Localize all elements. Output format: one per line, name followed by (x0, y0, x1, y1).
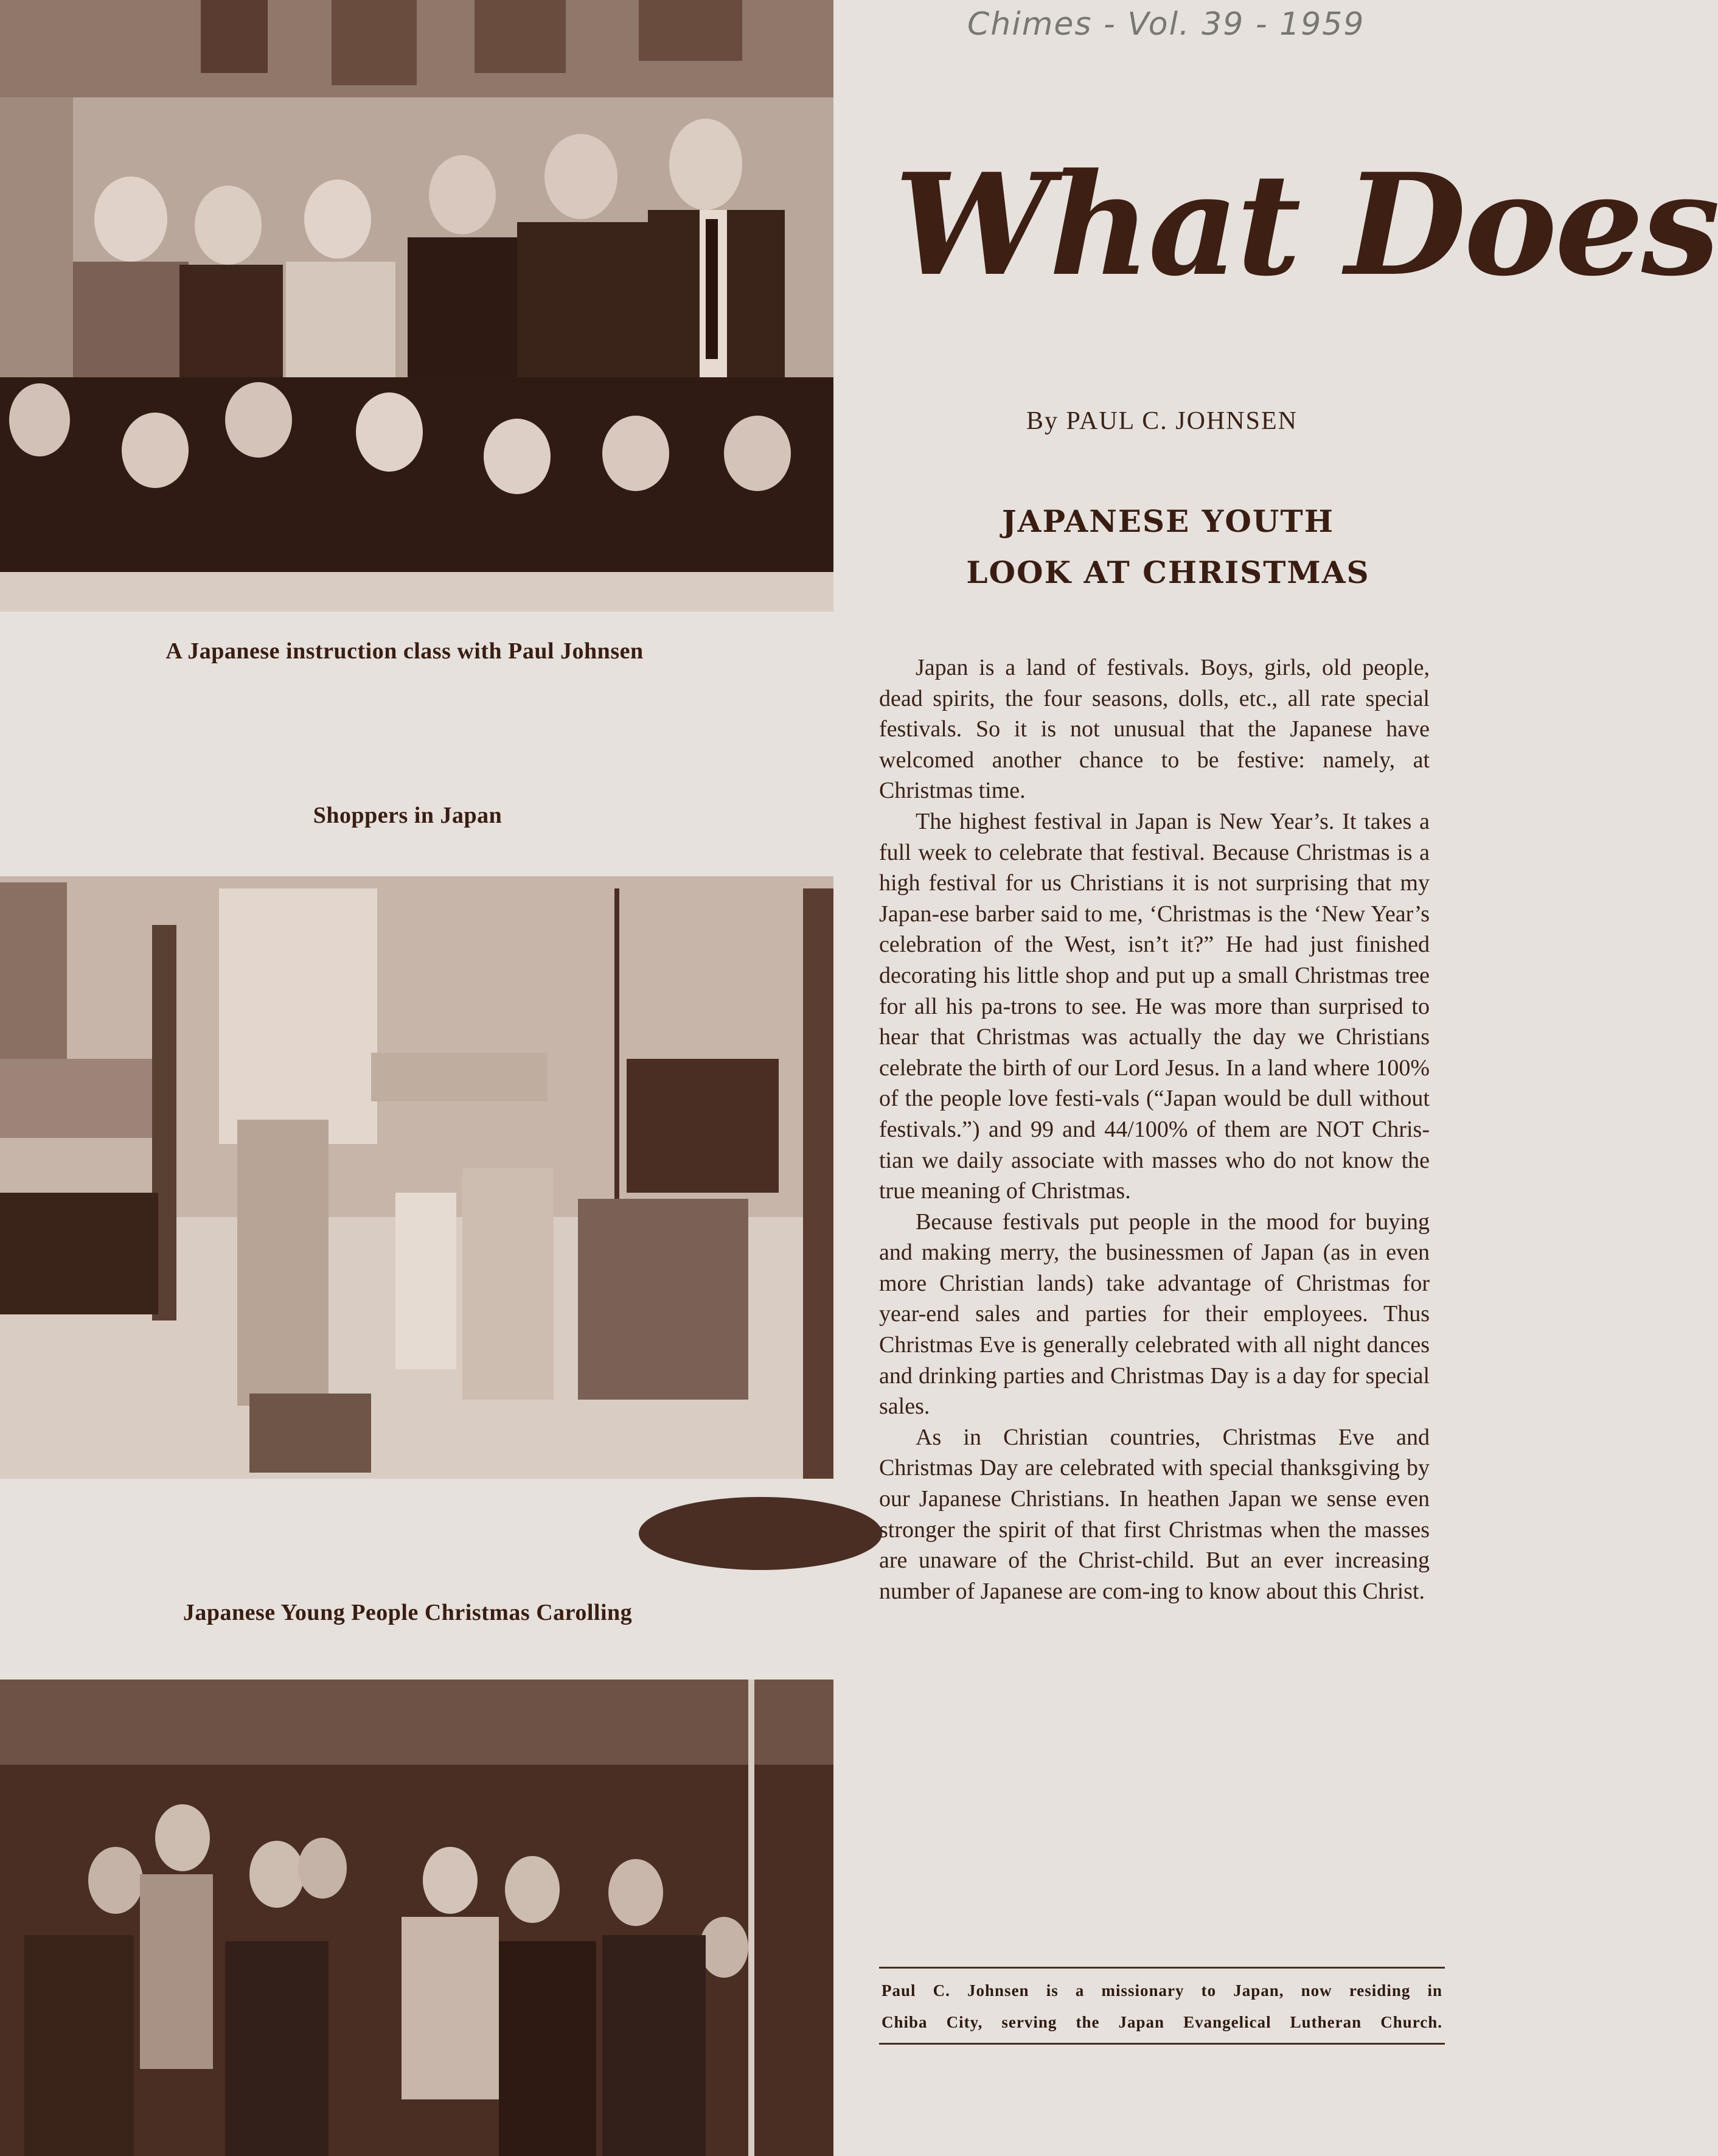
caption-shoppers: Shoppers in Japan (313, 803, 503, 828)
author-note-text (879, 1969, 1445, 2043)
handwritten-annotation: Chimes - Vol. 39 - 1959 (967, 6, 1365, 43)
article-paragraph: The highest festival in Japan is New Year’s. It takes a full week to celebrate that festival. Because Christmas is a high festival for us Christians it is not surprising that my Japan-ese barber said to me, ‘Christmas is the ‘New Year’s celebration of the West, isn’t it?” He had just finished decorating his little shop and put up a small Christmas tree for all his pa-trons to see. He was more than surprised to hear that Christmas was actually the day we Christians celebrate the birth of our Lord Jesus. In a land where 100% of the people love festi-vals (“Japan would be dull without festivals.”) and 99 and 44/100% of them are NOT Chris-tian we daily associate with masses who do not know the true meaning of Christmas. (879, 808, 1430, 1204)
photo-instruction-class (0, 0, 833, 612)
caption-carolling: Japanese Young People Christmas Carolling (183, 1600, 633, 1625)
photo-shoppers-image (0, 876, 833, 1479)
article-title (894, 143, 1718, 329)
article-paragraph: Because festivals put people in the mood for buying and making merry, the businessmen of Japan (as in even more Christian lands) take advantage of Christmas for year-end sales and parties for their employees. Thus Christmas Eve is generally celebrated with all night dances and drinking parties and Christmas Day is a day for special sales. (879, 1209, 1430, 1420)
article-body (879, 652, 1430, 1607)
headline (876, 496, 1460, 598)
article-title-text: What Does (894, 143, 1718, 307)
photo-shoppers (0, 876, 833, 1479)
headline-line-1: JAPANESE YOUTH (1002, 503, 1334, 539)
photo-instruction-class-image (0, 0, 833, 612)
author-note-line-2: Chiba City, serving the Japan Evangelical Lutheran Church. (882, 2013, 1442, 2031)
headline-line-2: LOOK AT CHRISTMAS (966, 554, 1370, 590)
photo-carolling (0, 1680, 833, 2156)
article-paragraph: Japan is a land of festivals. Boys, girls, old people, dead spirits, the four seasons, dolls, etc., all rate special festivals. So it is not unusual that the Japanese have welcomed another chance to be festive: namely, at Christmas time. (879, 655, 1430, 804)
caption-instruction-class: A Japanese instruction class with Paul Johnsen (165, 638, 644, 664)
photo-carolling-image (0, 1680, 833, 2156)
author-note (879, 1967, 1445, 2045)
author-note-line-1: Paul C. Johnsen is a missionary to Japan, now residing in (882, 1981, 1442, 2000)
byline: By PAUL C. JOHNSEN (1026, 407, 1298, 435)
article-paragraph: As in Christian countries, Christmas Eve and Christmas Day are celebrated with special thanksgiving by our Japanese Christians. In heathen Japan we sense even stronger the spirit of that first Christmas when the masses are unaware of the Christ-child. But an ever increasing number of Japanese are com-ing to know about this Christ. (879, 1424, 1430, 1604)
divider-bottom (879, 2043, 1445, 2045)
